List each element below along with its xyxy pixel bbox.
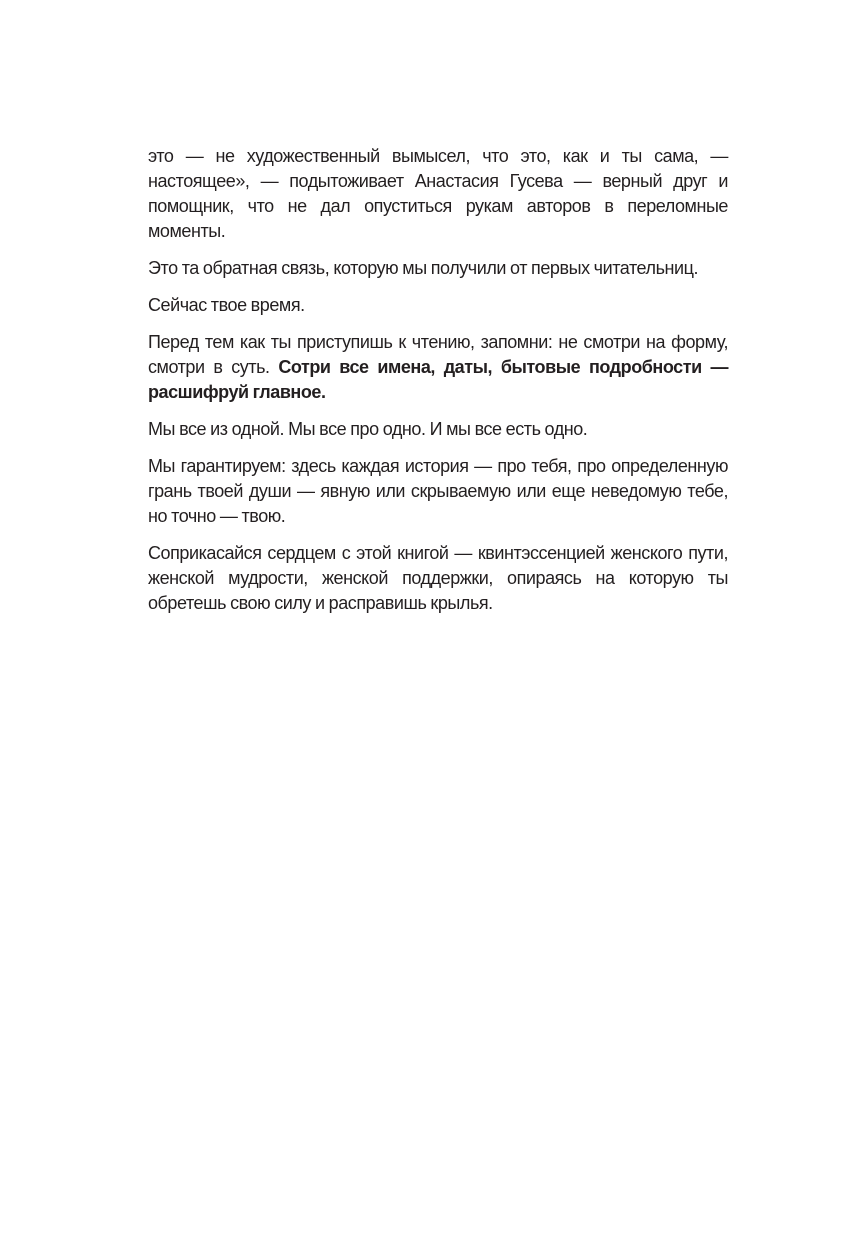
body-text <box>148 144 728 628</box>
paragraph-4 <box>148 330 728 405</box>
paragraph-3: Сейчас твое время. <box>148 295 305 315</box>
paragraph-4-bold: Сотри все имена, даты, бытовые подробности — расшифруй главное. <box>148 357 728 402</box>
paragraph-7: Соприкасайся сердцем с этой книгой — квинтэссенцией женского пути, женской мудрости, женской поддержки, опираясь на которую ты обретешь свою силу и расправишь крылья. <box>148 543 728 613</box>
paragraph-4-plain: Перед тем как ты приступишь к чтению, запомни: не смотри на форму, смотри в суть. <box>148 332 728 377</box>
paragraph-6: Мы гарантируем: здесь каждая история — про тебя, про определенную грань твоей души — явную или скрываемую или еще неведомую тебе, но точно — твою. <box>148 456 728 526</box>
paragraph-5: Мы все из одной. Мы все про одно. И мы все есть одно. <box>148 419 588 439</box>
paragraph-1: это — не художественный вымысел, что это, как и ты сама, — настоящее», — подытоживает Анастасия Гусева — верный друг и помощник, что не дал опуститься рукам авторов в переломные моменты. <box>148 146 728 241</box>
paragraph-2: Это та обратная связь, которую мы получили от первых читательниц. <box>148 258 699 278</box>
